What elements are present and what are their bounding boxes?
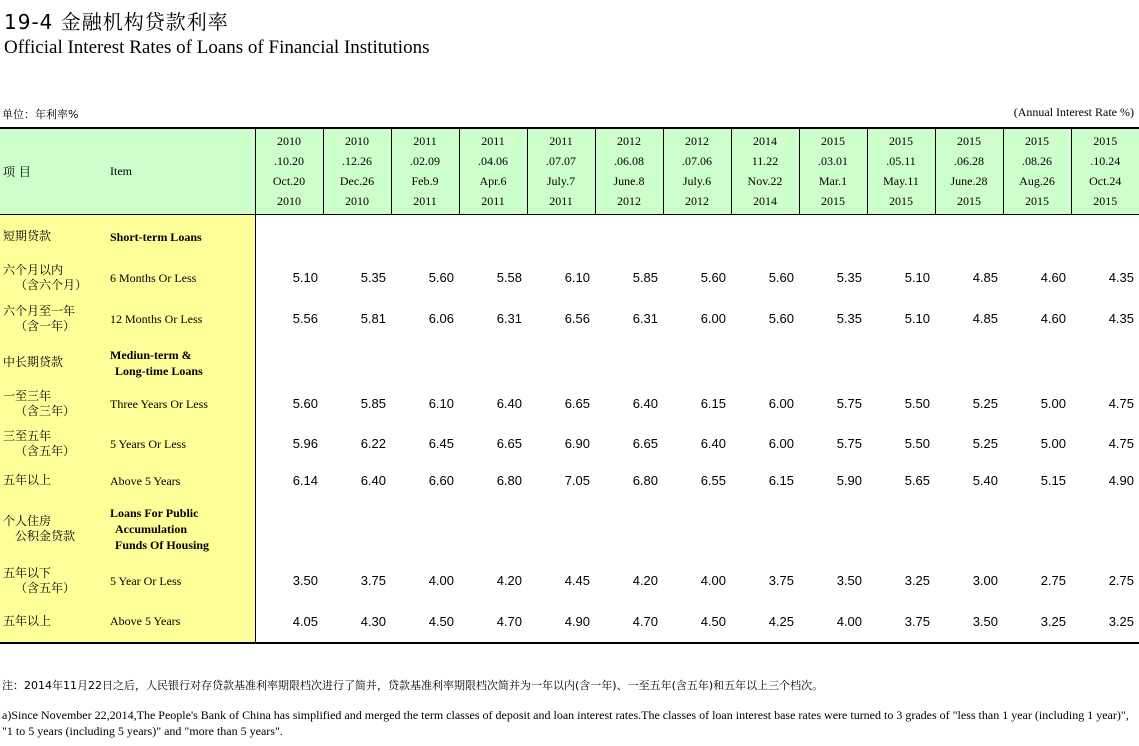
rate-cell: 2.75 bbox=[1040, 573, 1066, 588]
rate-cell: 4.75 bbox=[1108, 396, 1134, 411]
rate-cell bbox=[1071, 215, 1139, 259]
rate-cell bbox=[323, 215, 391, 259]
rate-cell: 6.31 bbox=[632, 311, 658, 326]
rate-cell bbox=[323, 341, 391, 385]
rate-cell: 5.10 bbox=[292, 270, 318, 285]
header-item-chinese: 项 目 bbox=[0, 128, 107, 215]
header-date-d2: Aug.26 bbox=[1019, 174, 1055, 189]
footnote-chinese: 注：2014年11月22日之后，人民银行对存贷款基准利率期限档次进行了简并，贷款基准利率期限档次简并为一年以内(含一年)、一至五年(含五年)和五年以上三个档次。 bbox=[2, 679, 824, 692]
rate-cell: 6.40 bbox=[632, 396, 658, 411]
rate-cell: 5.60 bbox=[768, 311, 794, 326]
row-label-english bbox=[107, 497, 255, 561]
table-row bbox=[0, 385, 1139, 423]
row-label-english bbox=[107, 385, 255, 423]
row-label-english-line: Above 5 Years bbox=[110, 614, 181, 628]
rate-cell: 6.80 bbox=[496, 473, 522, 488]
rate-cell: 5.58 bbox=[496, 270, 522, 285]
header-date-d1: .06.08 bbox=[614, 153, 644, 168]
rate-cell bbox=[663, 341, 731, 385]
header-date-column bbox=[323, 128, 391, 215]
rate-cell: 6.15 bbox=[700, 396, 726, 411]
row-label-english-line: Accumulation bbox=[115, 521, 187, 536]
header-date-y1: 2010 bbox=[345, 133, 369, 148]
rate-cell: 4.60 bbox=[1040, 270, 1066, 285]
rate-cell bbox=[1071, 341, 1139, 385]
rate-cell bbox=[255, 341, 323, 385]
rate-cell: 3.75 bbox=[360, 573, 386, 588]
rate-cell: 5.60 bbox=[768, 270, 794, 285]
header-date-column bbox=[1071, 128, 1139, 215]
rate-cell: 4.25 bbox=[731, 601, 799, 643]
rate-cell: 4.45 bbox=[564, 573, 590, 588]
row-label-chinese-line: （含五年） bbox=[15, 443, 76, 458]
row-label-english bbox=[107, 259, 255, 297]
header-date-y1: 2011 bbox=[481, 133, 505, 148]
rate-cell: 4.50 bbox=[663, 601, 731, 643]
row-label-english-line: Funds Of Housing bbox=[115, 537, 210, 552]
rate-cell: 3.50 bbox=[836, 573, 862, 588]
rate-cell: 4.20 bbox=[632, 573, 658, 588]
header-date-y1: 2015 bbox=[821, 133, 845, 148]
unit-label-english: (Annual Interest Rate %) bbox=[1013, 105, 1134, 119]
rate-cell: 4.50 bbox=[391, 601, 459, 643]
row-label-english bbox=[107, 561, 255, 601]
rate-cell bbox=[1003, 341, 1071, 385]
header-date-d1: .07.06 bbox=[682, 153, 712, 168]
header-date-d1: .04.06 bbox=[478, 153, 508, 168]
rate-cell bbox=[799, 497, 867, 561]
rate-cell bbox=[935, 341, 1003, 385]
header-date-d1: .06.28 bbox=[954, 153, 984, 168]
header-date-d2: July.7 bbox=[546, 174, 576, 189]
header-date-d1: .02.09 bbox=[410, 153, 440, 168]
rate-cell: 5.25 bbox=[972, 396, 998, 411]
header-date-column bbox=[527, 128, 595, 215]
row-label-chinese-line: （含三年） bbox=[15, 403, 76, 418]
rate-cell: 4.35 bbox=[1108, 311, 1134, 326]
rate-cell bbox=[731, 497, 799, 561]
header-date-d1: .03.01 bbox=[818, 153, 848, 168]
header-date-d2: Mar.1 bbox=[818, 174, 848, 189]
rate-cell bbox=[391, 497, 459, 561]
header-date-d2: July.6 bbox=[682, 174, 712, 189]
header-date-y2: 2015 bbox=[957, 194, 981, 209]
header-date-y2: 2011 bbox=[481, 194, 505, 209]
rate-cell bbox=[459, 497, 527, 561]
rate-cell bbox=[527, 215, 595, 259]
rate-cell: 2.75 bbox=[1108, 573, 1134, 588]
rate-cell: 3.00 bbox=[972, 573, 998, 588]
rate-cell: 3.50 bbox=[292, 573, 318, 588]
row-label-chinese bbox=[0, 341, 107, 385]
row-label-chinese bbox=[0, 561, 107, 601]
rate-cell: 5.40 bbox=[972, 473, 998, 488]
rate-cell: 4.00 bbox=[700, 573, 726, 588]
rate-cell: 6.65 bbox=[632, 436, 658, 451]
rate-cell: 5.81 bbox=[360, 311, 386, 326]
rate-cell: 4.90 bbox=[1108, 473, 1134, 488]
row-label-chinese-line: （含六个月） bbox=[15, 277, 88, 292]
rate-cell: 4.90 bbox=[527, 601, 595, 643]
rate-cell bbox=[935, 215, 1003, 259]
table-section-row bbox=[0, 215, 1139, 259]
header-date-d2: Oct.24 bbox=[1089, 174, 1122, 189]
row-label-english-line: Loans For Public bbox=[110, 505, 199, 520]
row-label-chinese-line: （含一年） bbox=[15, 318, 76, 333]
rate-cell bbox=[1003, 215, 1071, 259]
header-date-y1: 2011 bbox=[549, 133, 573, 148]
row-label-chinese bbox=[0, 259, 107, 297]
header-date-d2: June.8 bbox=[613, 174, 645, 189]
rate-cell bbox=[595, 341, 663, 385]
page-title-chinese: 19-4 金融机构贷款利率 bbox=[4, 10, 229, 34]
row-label-chinese-line: （含五年） bbox=[15, 580, 76, 595]
rate-cell: 6.60 bbox=[428, 473, 454, 488]
row-label-chinese-line: 六个月以内 bbox=[3, 262, 64, 277]
header-date-d2: June.28 bbox=[950, 174, 988, 189]
row-label-english bbox=[107, 465, 255, 497]
header-date-y2: 2012 bbox=[617, 194, 641, 209]
header-date-y1: 2015 bbox=[1093, 133, 1118, 148]
rate-cell: 3.25 bbox=[1003, 601, 1071, 643]
row-label-english-line: Long-time Loans bbox=[115, 363, 203, 378]
header-date-d2: Oct.20 bbox=[272, 174, 306, 189]
header-date-column bbox=[663, 128, 731, 215]
row-label-chinese-line: 短期贷款 bbox=[3, 229, 52, 244]
header-date-d1: .10.24 bbox=[1090, 153, 1121, 168]
rate-cell: 5.25 bbox=[972, 436, 998, 451]
rate-cell bbox=[595, 215, 663, 259]
row-label-english-line: Above 5 Years bbox=[110, 473, 181, 488]
rate-cell bbox=[1071, 497, 1139, 561]
table-row bbox=[0, 465, 1139, 497]
header-date-y2: 2014 bbox=[753, 194, 777, 209]
rate-cell: 3.75 bbox=[768, 573, 794, 588]
rate-cell: 5.35 bbox=[360, 270, 386, 285]
header-date-y1: 2010 bbox=[277, 133, 301, 148]
row-label-chinese bbox=[0, 423, 107, 465]
rate-cell: 3.25 bbox=[1071, 601, 1139, 643]
rate-cell bbox=[255, 497, 323, 561]
rate-cell: 5.75 bbox=[836, 396, 862, 411]
header-date-d2: Feb.9 bbox=[411, 174, 439, 189]
row-label-english bbox=[107, 215, 255, 259]
rate-cell: 6.14 bbox=[292, 473, 318, 488]
rate-cell bbox=[459, 341, 527, 385]
rate-cell: 6.90 bbox=[564, 436, 590, 451]
rate-cell: 5.10 bbox=[904, 270, 930, 285]
rate-cell: 6.00 bbox=[700, 311, 726, 326]
header-date-column bbox=[595, 128, 663, 215]
row-label-english-line: 12 Months Or Less bbox=[110, 311, 203, 326]
table-section-row bbox=[0, 497, 1139, 561]
rate-cell bbox=[731, 341, 799, 385]
row-label-chinese-line: 个人住房 bbox=[3, 513, 52, 528]
rate-cell bbox=[867, 341, 935, 385]
rate-cell: 5.96 bbox=[292, 436, 318, 451]
header-date-y2: 2012 bbox=[685, 194, 709, 209]
row-label-english-line: 6 Months Or Less bbox=[110, 270, 197, 285]
header-date-y2: 2015 bbox=[1025, 194, 1049, 209]
rate-cell bbox=[391, 341, 459, 385]
rate-cell: 6.10 bbox=[428, 396, 454, 411]
rate-cell: 5.75 bbox=[836, 436, 862, 451]
row-label-english bbox=[107, 601, 255, 643]
header-date-y1: 2015 bbox=[889, 133, 913, 148]
table-header-row bbox=[0, 128, 1139, 215]
row-label-chinese bbox=[0, 465, 107, 497]
rate-cell bbox=[323, 497, 391, 561]
rate-cell: 5.10 bbox=[904, 311, 930, 326]
interest-rate-table bbox=[0, 127, 1139, 644]
footnote-english: a)Since November 22,2014,The People's Bank of China has simplified and merged the term classes of deposit and loan interest rates.The classes of loan interest base rates were turned to 3 grades of "less than 1 year (including 1 year)", "1 to 5 years (including 5 years)" and "more than 5 years". bbox=[2, 708, 1129, 738]
header-date-y2: 2015 bbox=[889, 194, 913, 209]
rate-cell: 6.00 bbox=[768, 436, 794, 451]
rate-cell: 3.75 bbox=[867, 601, 935, 643]
rate-cell bbox=[867, 497, 935, 561]
rate-cell: 3.25 bbox=[904, 573, 930, 588]
rate-cell: 6.40 bbox=[360, 473, 386, 488]
header-date-y2: 2015 bbox=[1093, 194, 1118, 209]
header-date-y2: 2011 bbox=[413, 194, 437, 209]
header-date-column bbox=[391, 128, 459, 215]
header-date-d1: 11.22 bbox=[751, 153, 779, 168]
row-label-english-line: 5 Year Or Less bbox=[110, 573, 182, 588]
rate-cell: 6.15 bbox=[768, 473, 794, 488]
header-date-y2: 2011 bbox=[549, 194, 573, 209]
rate-cell: 4.30 bbox=[323, 601, 391, 643]
rate-cell: 6.40 bbox=[700, 436, 726, 451]
header-date-column bbox=[867, 128, 935, 215]
unit-label-chinese: 单位：年利率% bbox=[2, 108, 79, 121]
rate-cell bbox=[867, 215, 935, 259]
header-date-column bbox=[1003, 128, 1071, 215]
header-date-column bbox=[935, 128, 1003, 215]
header-date-column bbox=[731, 128, 799, 215]
rate-cell bbox=[527, 497, 595, 561]
row-label-chinese bbox=[0, 297, 107, 341]
header-date-d2: Apr.6 bbox=[479, 174, 507, 189]
header-date-d2: Dec.26 bbox=[339, 174, 375, 189]
header-date-y2: 2015 bbox=[821, 194, 845, 209]
rate-cell: 5.50 bbox=[904, 436, 930, 451]
header-date-y2: 2010 bbox=[277, 194, 301, 209]
rate-cell: 4.20 bbox=[496, 573, 522, 588]
rate-cell: 4.70 bbox=[595, 601, 663, 643]
rate-cell: 5.60 bbox=[428, 270, 454, 285]
row-label-chinese-line: 五年以上 bbox=[3, 473, 52, 487]
rate-cell: 6.80 bbox=[632, 473, 658, 488]
rate-cell: 3.50 bbox=[935, 601, 1003, 643]
rate-cell: 5.35 bbox=[836, 270, 862, 285]
rate-cell bbox=[1003, 497, 1071, 561]
row-label-english bbox=[107, 341, 255, 385]
rate-cell bbox=[391, 215, 459, 259]
rate-cell bbox=[799, 341, 867, 385]
row-label-chinese-line: 五年以上 bbox=[3, 613, 52, 628]
row-label-english bbox=[107, 423, 255, 465]
table-body bbox=[0, 215, 1139, 643]
rate-cell: 6.10 bbox=[564, 270, 590, 285]
header-date-column bbox=[255, 128, 323, 215]
rate-cell: 6.40 bbox=[496, 396, 522, 411]
rate-cell bbox=[255, 215, 323, 259]
table-row bbox=[0, 423, 1139, 465]
rate-cell bbox=[459, 215, 527, 259]
header-date-d2: Nov.22 bbox=[747, 174, 783, 189]
rate-cell bbox=[935, 497, 1003, 561]
rate-cell: 4.70 bbox=[459, 601, 527, 643]
table-row bbox=[0, 601, 1139, 643]
header-date-y1: 2011 bbox=[413, 133, 437, 148]
header-date-y1: 2012 bbox=[685, 133, 709, 148]
header-date-column bbox=[799, 128, 867, 215]
rate-cell: 5.90 bbox=[836, 473, 862, 488]
rate-cell: 4.00 bbox=[799, 601, 867, 643]
rate-cell: 6.22 bbox=[360, 436, 386, 451]
rate-cell: 5.00 bbox=[1040, 436, 1066, 451]
header-date-column bbox=[459, 128, 527, 215]
rate-cell: 4.85 bbox=[972, 311, 998, 326]
rate-cell: 5.00 bbox=[1040, 396, 1066, 411]
rate-cell: 6.31 bbox=[496, 311, 522, 326]
header-date-d2: May.11 bbox=[883, 174, 919, 189]
row-label-chinese-line: 公积金贷款 bbox=[15, 528, 76, 543]
rate-cell: 4.60 bbox=[1040, 311, 1066, 326]
row-label-chinese bbox=[0, 385, 107, 423]
row-label-chinese-line: 中长期贷款 bbox=[3, 355, 64, 369]
rate-cell: 6.65 bbox=[496, 436, 522, 451]
rate-cell: 6.45 bbox=[428, 436, 454, 451]
table-section-row bbox=[0, 341, 1139, 385]
rate-cell bbox=[663, 497, 731, 561]
header-date-d1: .10.20 bbox=[274, 153, 304, 168]
rate-cell: 4.00 bbox=[428, 573, 454, 588]
row-label-chinese-line: 五年以下 bbox=[3, 565, 52, 580]
rate-cell bbox=[799, 215, 867, 259]
rate-cell: 5.50 bbox=[904, 396, 930, 411]
header-date-d1: .12.26 bbox=[342, 153, 372, 168]
rate-cell: 5.65 bbox=[904, 473, 930, 488]
row-label-chinese bbox=[0, 601, 107, 643]
rate-cell: 5.35 bbox=[836, 311, 862, 326]
rate-cell: 6.55 bbox=[700, 473, 726, 488]
rate-cell bbox=[527, 341, 595, 385]
header-date-y2: 2010 bbox=[345, 194, 369, 209]
rate-cell: 5.60 bbox=[292, 396, 318, 411]
rate-cell: 4.75 bbox=[1108, 436, 1134, 451]
row-label-english-line: Three Years Or Less bbox=[110, 396, 208, 411]
rate-cell: 5.60 bbox=[700, 270, 726, 285]
header-date-y1: 2012 bbox=[617, 133, 641, 148]
table-row bbox=[0, 297, 1139, 341]
rate-cell: 5.15 bbox=[1040, 473, 1066, 488]
row-label-english-line: 5 Years Or Less bbox=[110, 436, 186, 451]
rate-cell: 5.85 bbox=[632, 270, 658, 285]
rate-cell: 6.00 bbox=[768, 396, 794, 411]
rate-cell: 6.56 bbox=[564, 311, 590, 326]
row-label-chinese-line: 三至五年 bbox=[3, 428, 52, 443]
rate-cell bbox=[595, 497, 663, 561]
rate-cell bbox=[663, 215, 731, 259]
header-item-english: Item bbox=[107, 128, 255, 215]
rate-cell: 7.05 bbox=[564, 473, 590, 488]
row-label-english-line: Short-term Loans bbox=[110, 229, 202, 244]
header-date-y1: 2014 bbox=[753, 133, 777, 148]
row-label-chinese-line: 六个月至一年 bbox=[3, 303, 76, 318]
rate-cell: 4.35 bbox=[1108, 270, 1134, 285]
rate-cell: 4.05 bbox=[255, 601, 323, 643]
table-row bbox=[0, 561, 1139, 601]
row-label-english-line: Mediun-term & bbox=[110, 347, 192, 362]
header-date-y1: 2015 bbox=[957, 133, 981, 148]
rate-cell: 5.85 bbox=[360, 396, 386, 411]
header-date-d1: .05.11 bbox=[886, 153, 916, 168]
rate-cell: 6.06 bbox=[428, 311, 454, 326]
page-title-english: Official Interest Rates of Loans of Financial Institutions bbox=[4, 37, 430, 58]
row-label-english bbox=[107, 297, 255, 341]
rate-cell: 5.56 bbox=[292, 311, 318, 326]
rate-cell: 6.65 bbox=[564, 396, 590, 411]
row-label-chinese-line: 一至三年 bbox=[3, 388, 52, 403]
rate-cell: 4.85 bbox=[972, 270, 998, 285]
table-row bbox=[0, 259, 1139, 297]
row-label-chinese bbox=[0, 497, 107, 561]
header-date-d1: .07.07 bbox=[546, 153, 576, 168]
row-label-chinese bbox=[0, 215, 107, 259]
header-date-d1: .08.26 bbox=[1022, 153, 1052, 168]
header-date-y1: 2015 bbox=[1025, 133, 1049, 148]
rate-cell bbox=[731, 215, 799, 259]
